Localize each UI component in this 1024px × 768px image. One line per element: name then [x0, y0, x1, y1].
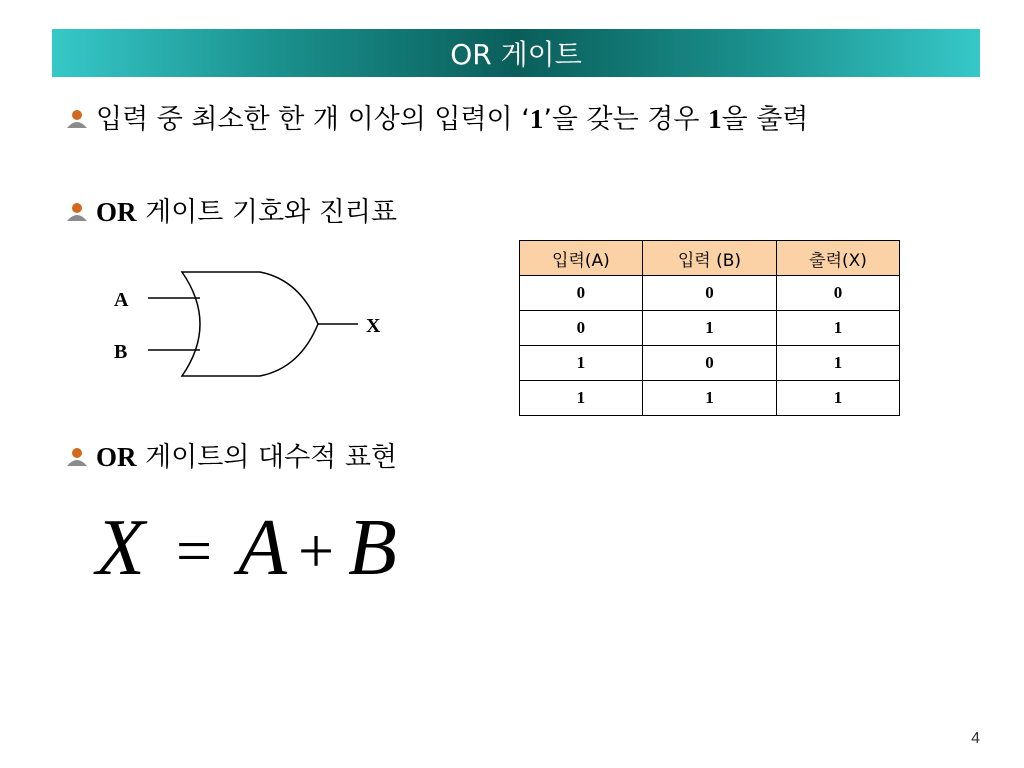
table-cell: 1 — [777, 311, 900, 346]
bullet-item-symbol — [64, 193, 397, 232]
table-cell: 0 — [520, 311, 643, 346]
bullet-item-algebra — [64, 438, 397, 477]
table-header-row — [520, 241, 900, 276]
or-gate-shape — [182, 272, 318, 376]
bullet-text: 입력 중 최소한 한 개 이상의 입력이 ‘1’을 갖는 경우 1을 출력 — [96, 104, 809, 135]
header-output-x: 출력(X) — [777, 241, 900, 276]
table-row — [520, 381, 900, 416]
boolean-equation — [92, 500, 422, 590]
bullet-figure-icon — [64, 199, 90, 225]
equation-lhs: X — [96, 504, 145, 590]
equation-a: A — [238, 504, 287, 590]
input-a-label: A — [114, 289, 129, 311]
equation-equals: = — [176, 515, 213, 586]
page-number: 4 — [971, 730, 980, 747]
bullet-text: OR 게이트 기호와 진리표 — [96, 197, 397, 228]
table-row — [520, 276, 900, 311]
input-b-label: B — [114, 341, 128, 363]
bullet-text: OR 게이트의 대수적 표현 — [96, 442, 397, 473]
table-row — [520, 311, 900, 346]
table-cell: 0 — [520, 276, 643, 311]
equation-b: B — [348, 504, 397, 590]
slide-title: OR 게이트 — [450, 38, 582, 71]
table-cell: 1 — [642, 311, 776, 346]
header-input-a: 입력(A) — [520, 241, 643, 276]
table-cell: 1 — [777, 381, 900, 416]
truth-table — [519, 240, 900, 416]
table-cell: 1 — [777, 346, 900, 381]
bullet-figure-icon — [64, 444, 90, 470]
table-cell: 1 — [642, 381, 776, 416]
table-cell: 0 — [777, 276, 900, 311]
table-cell: 1 — [520, 346, 643, 381]
table-cell: 1 — [520, 381, 643, 416]
bullet-item-definition — [64, 100, 924, 139]
output-x-label: X — [366, 315, 381, 337]
or-gate-diagram — [100, 260, 400, 390]
table-cell: 0 — [642, 276, 776, 311]
table-cell: 0 — [642, 346, 776, 381]
header-input-b: 입력 (B) — [642, 241, 776, 276]
bullet-figure-icon — [64, 106, 90, 132]
equation-plus: + — [298, 515, 335, 586]
table-row — [520, 346, 900, 381]
title-bar — [52, 29, 980, 77]
